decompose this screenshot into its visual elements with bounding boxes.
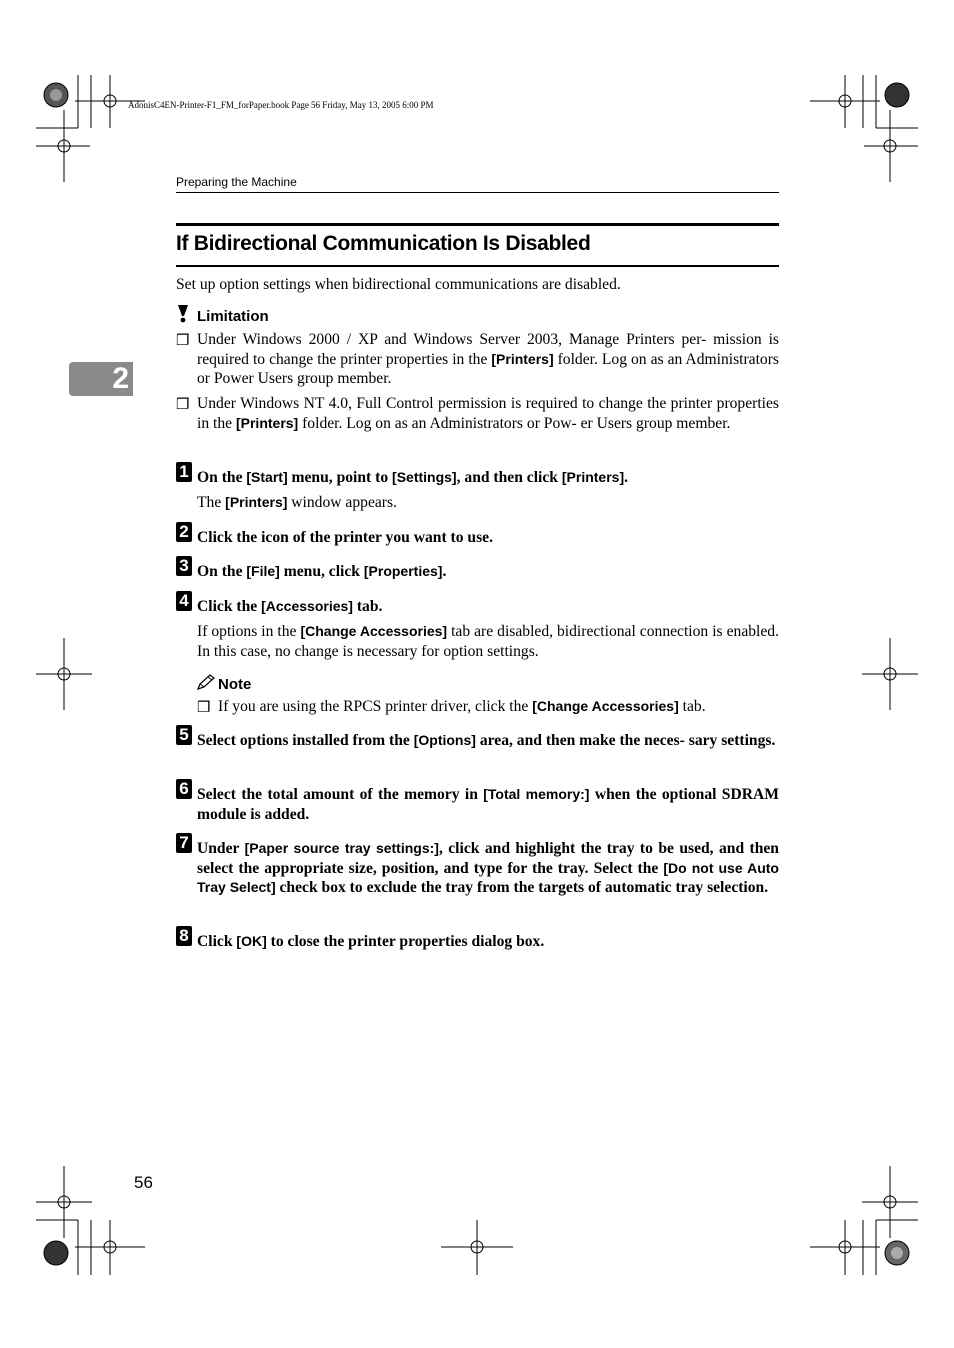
intro-paragraph: Set up option settings when bidirectional communications are disabled. (176, 276, 621, 293)
step-8-text-a: Click (197, 933, 237, 950)
step-8-text-b: to close the printer properties dialog box. (266, 933, 545, 950)
step-1-instruction (197, 468, 779, 488)
step-7-ui-auto-tray: [Do not use Auto Tray Select] (197, 859, 779, 895)
note-item-text-a: If you are using the RPCS printer driver, click the (218, 698, 533, 715)
step-1-result-b: window appears. (287, 494, 397, 511)
step-4-detail-ui: [Change Accessories] (300, 623, 448, 639)
step-4-detail-a: If options in the (197, 623, 301, 640)
step-1-ui-start: [Start] (246, 469, 288, 485)
step-number-3: 3 (176, 556, 192, 576)
limitation-item-2 (197, 394, 779, 433)
step-8-ui-ok: [OK] (236, 933, 267, 949)
step-2-instruction: Click the icon of the printer you want to use. (197, 529, 493, 546)
limitation-heading: Limitation (197, 308, 269, 325)
running-head-rule (176, 192, 779, 193)
step-6-text-b: when the optional SDRAM module is added. (197, 786, 779, 823)
limitation-icon (176, 304, 190, 324)
checkbox-bullet-icon: ❒ (176, 395, 190, 413)
step-3-ui-properties: [Properties] (363, 563, 443, 579)
step-3-instruction (197, 562, 779, 582)
step-4-text-b: tab. (352, 598, 383, 615)
step-7-ui-paper-source: [Paper source tray settings:] (244, 840, 439, 856)
title-rule-bottom (176, 265, 779, 267)
step-1-text-d: . (624, 469, 629, 486)
step-number-2: 2 (176, 522, 192, 542)
chapter-number: 2 (112, 362, 129, 395)
step-7-text-c: check box to exclude the tray from the targets of automatic tray selection. (275, 879, 769, 896)
step-3-text-b: menu, click (279, 563, 364, 580)
step-5-text-b: area, and then make the neces- sary settings. (475, 732, 776, 749)
step-7-text-b: , click and highlight the tray to be used, and then select the appropriate size, position, and type for the tray. Select the (197, 840, 779, 877)
title-rule-top (176, 223, 779, 226)
section-title: If Bidirectional Communication Is Disabled (176, 232, 591, 255)
step-7-instruction (197, 839, 779, 898)
limitation-item-1 (197, 330, 779, 389)
step-1-result-ui: [Printers] (225, 494, 288, 510)
step-number-8: 8 (176, 926, 192, 946)
step-6-ui-total-memory: [Total memory:] (483, 786, 590, 802)
step-7-text-a: Under (197, 840, 245, 857)
step-1-text-b: menu, point to (287, 469, 393, 486)
step-6-instruction (197, 785, 779, 824)
step-5-instruction (197, 731, 779, 751)
note-item-ui: [Change Accessories] (532, 698, 679, 714)
step-3-text-a: On the (197, 563, 247, 580)
page-number: 56 (134, 1173, 153, 1192)
note-item-text-b: tab. (678, 698, 706, 715)
step-number-1: 1 (176, 462, 192, 482)
limitation-item-2-ui: [Printers] (235, 414, 299, 431)
step-number-4: 4 (176, 591, 192, 611)
note-heading: Note (218, 676, 252, 693)
step-1-result-a: The (197, 494, 226, 511)
limitation-item-2-text-b: folder. Log on as an Administrators or Pow- er Users group member. (298, 414, 731, 432)
step-4-detail (197, 622, 779, 661)
pencil-icon (197, 674, 215, 690)
step-3-ui-file: [File] (246, 563, 280, 579)
limitation-item-1-text-a: Under Windows 2000 / XP and Windows Server 2003, Manage Printers per- mission is required to change the printer properties in the (197, 331, 779, 368)
checkbox-bullet-icon: ❒ (197, 698, 211, 716)
print-header-info: AdonisC4EN-Printer-F1_FM_forPaper.book Page 56 Friday, May 13, 2005 6:00 PM (128, 100, 434, 110)
limitation-item-1-ui: [Printers] (491, 350, 554, 367)
step-3-text-c: . (442, 563, 447, 580)
note-item (218, 697, 782, 717)
step-5-text-a: Select options installed from the (197, 732, 414, 749)
step-1-text-c: , and then click (456, 469, 562, 486)
step-5-ui-options: [Options] (413, 732, 476, 748)
step-1-result (197, 493, 779, 513)
step-4-text-a: Click the (197, 598, 262, 615)
limitation-item-1-text-b: folder. Log on as an Administrators or Power Users group member. (197, 350, 779, 387)
step-number-7: 7 (176, 833, 192, 853)
chapter-tab (69, 362, 133, 396)
limitation-item-2-text-a: Under Windows NT 4.0, Full Control permission is required to change the printer properties in the (197, 395, 779, 432)
step-number-6: 6 (176, 779, 192, 799)
step-4-ui-accessories: [Accessories] (261, 598, 353, 614)
step-4-detail-b: tab are disabled, bidirectional connection is enabled. In this case, no change is necessary for option settings. (197, 623, 779, 660)
step-1-text-a: On the (197, 469, 247, 486)
step-1-ui-printers: [Printers] (561, 469, 625, 485)
step-8-instruction (197, 932, 779, 952)
step-1-ui-settings: [Settings] (392, 469, 457, 485)
step-number-5: 5 (176, 725, 192, 745)
step-6-text-a: Select the total amount of the memory in (197, 786, 484, 803)
running-head: Preparing the Machine (176, 175, 297, 189)
checkbox-bullet-icon: ❒ (176, 331, 190, 349)
step-4-instruction (197, 597, 779, 617)
